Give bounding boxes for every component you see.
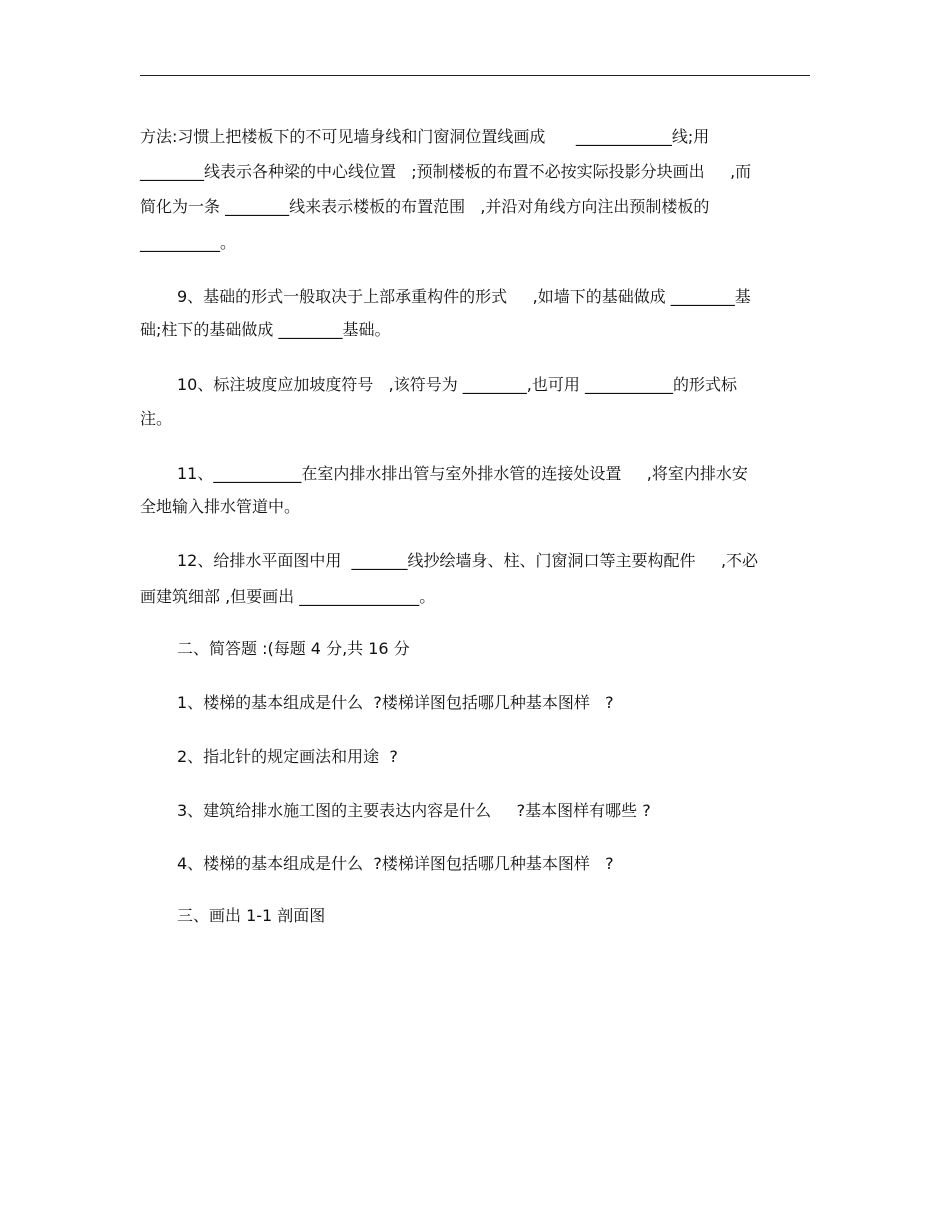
text-line: 9、基础的形式一般取决于上部承重构件的形式 ,如墙下的基础做成 ________基: [177, 287, 751, 306]
text-line: 11、___________在室内排水排出管与室外排水管的连接处设置 ,将室内排水安: [177, 464, 748, 483]
text-line: 简化为一条 ________线来表示楼板的布置范围 ,并沿对角线方向注出预制楼板的: [140, 197, 710, 216]
section-heading: 二、简答题 :(每题 4 分,共 16 分: [177, 639, 410, 658]
text-line: 础;柱下的基础做成 ________基础。: [140, 320, 391, 339]
question-item: 2、指北针的规定画法和用途 ?: [177, 747, 398, 766]
text-line: ________线表示各种梁的中心线位置 ;预制楼板的布置不必按实际投影分块画出 ,而: [140, 162, 752, 181]
header-rule: [140, 75, 810, 76]
section-heading: 三、画出 1-1 剖面图: [177, 906, 326, 925]
text-line: 全地输入排水管道中。: [140, 497, 301, 516]
text-line: 画建筑细部 ,但要画出 _______________。: [140, 587, 436, 606]
text-line: 注。: [140, 409, 173, 428]
question-item: 3、建筑给排水施工图的主要表达内容是什么 ?基本图样有哪些 ?: [177, 801, 651, 820]
text-line: __________。: [140, 233, 237, 252]
question-item: 1、楼梯的基本组成是什么 ?楼梯详图包括哪几种基本图样 ?: [177, 693, 614, 712]
text-line: 方法:习惯上把楼板下的不可见墙身线和门窗洞位置线画成 ____________线;用: [140, 127, 710, 146]
text-line: 12、给排水平面图中用 _______线抄绘墙身、柱、门窗洞口等主要构配件 ,不必: [177, 551, 759, 570]
text-line: 10、标注坡度应加坡度符号 ,该符号为 ________,也可用 ___________的形式标: [177, 375, 737, 394]
question-item: 4、楼梯的基本组成是什么 ?楼梯详图包括哪几种基本图样 ?: [177, 854, 614, 873]
